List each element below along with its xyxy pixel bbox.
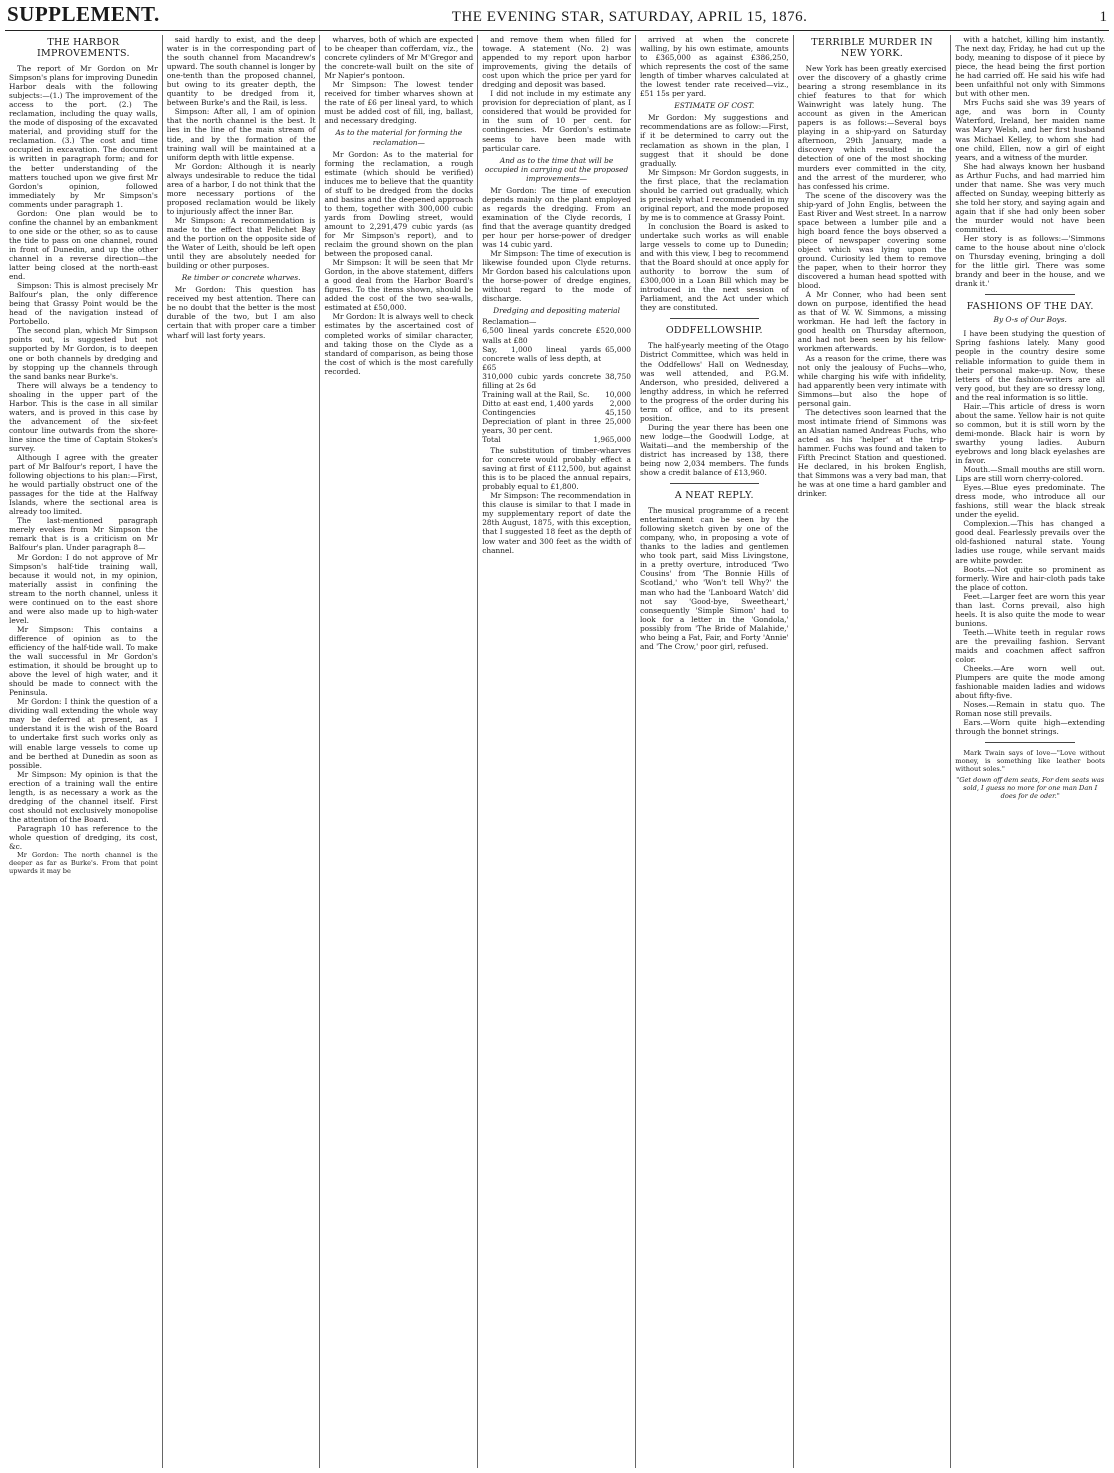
fashions-title: FASHIONS OF THE DAY. bbox=[966, 301, 1094, 313]
article-paragraph: The report of Mr Gordon on Mr Simpson's plans for improving Dunedin Harbor deals with the following subjects:—(1.) The improvement of the access to the port. (2.) The reclamation, including the quay walls, the mode of disposing of the excavated material, and providing stuff for the reclamation. (3.) The cost and time occupied in excavation. The document is written in paragraph form; and for the better understanding of the matters touched upon we give first Mr Gordon's opinion, followed immediately by Mr Simpson's comments under paragraph 1. bbox=[9, 64, 158, 209]
article-paragraph: Mr Simpson: My opinion is that the erection of a training wall the entire length, is as necessary a work as the dredging of the channel itself. First cost should not exclusively monopolise the attention of the Board. bbox=[9, 769, 158, 824]
article-paragraph: Feet.—Larger feet are worn this year than last. Corns prevail, also high heels. It is also quite the mode to wear bunions. bbox=[955, 591, 1105, 628]
article-paragraph: There will always be a tendency to shoaling in the upper part of the Harbor. This is the case in all similar waters, and is proved in this case by the advancement of the six-feet contour line outwards from the shore-line since the time of Captain Stokes's survey. bbox=[9, 380, 158, 453]
article-paragraph: Mr Gordon: My suggestions and recommendations are as follow:—First, if it be determined to carry out the reclamation as shown in the plan, I suggest that it should be done gradually. bbox=[639, 113, 789, 168]
cost-item-value: 25,000 bbox=[605, 416, 631, 426]
article-paragraph: Mr Simpson: The time of execution is likewise founded upon Clyde returns. Mr Gordon based his calculations upon the horse-power of dredge engines, without regard to the mode of discharge. bbox=[482, 249, 631, 304]
article-paragraph: The second plan, which Mr Simpson points out, is suggested but not supported by Mr Gordon, is to deepen one or both channels by dredging and by stopping up the channels through the sand banks near Burke's. bbox=[9, 326, 158, 381]
article-paragraph: A Mr Conner, who had been sent down on purpose, identified the head as that of W. W. Simmons, a missing workman. He had left the factory in good health on Thursday afternoon, and had not been seen by his fellow-workmen afterwards. bbox=[797, 290, 947, 354]
article-paragraph: The last-mentioned paragraph merely evokes from Mr Simpson the remark that is is a criticism on Mr Balfour's plan. Under paragraph 8— bbox=[9, 516, 158, 553]
cost-table-row bbox=[482, 372, 631, 390]
divider bbox=[670, 318, 759, 319]
article-paragraph: The scene of the discovery was the ship-yard of John Englis, between the East River and West street. In a narrow space between a lumber pile and a high board fence the boys observed a piece of newspaper covering some object which was lying upon the ground. Curiosity led them to remove the paper, when to their horror they discovered a human head spotted with blood. bbox=[797, 190, 947, 291]
section-subheading: ESTIMATE OF COST. bbox=[674, 101, 755, 111]
cost-item-value: 1,965,000 bbox=[593, 435, 631, 445]
article-paragraph: Paragraph 10 has reference to the whole question of dredging, its cost, &c. bbox=[9, 823, 158, 852]
cost-item-value: 2,000 bbox=[609, 398, 631, 408]
page-number: 1 bbox=[1099, 9, 1107, 25]
oddfellowship-title: ODDFELLOWSHIP. bbox=[665, 325, 763, 337]
section-subheading: And as to the time that will be occupied in carrying out the proposed improvements— bbox=[484, 155, 629, 183]
divider bbox=[670, 483, 759, 484]
murder-article-title: TERRIBLE MURDER IN NEW YORK. bbox=[811, 37, 933, 59]
anecdote: Mark Twain says of love—"Love without money, is something like leather boots without soles." bbox=[955, 749, 1105, 774]
column-7 bbox=[951, 35, 1109, 1468]
cost-table-row bbox=[482, 435, 631, 444]
newspaper-page bbox=[5, 2, 1109, 1468]
article-paragraph: Eyes.—Blue eyes predominate. The dress mode, who introduce all our fashions, still wear the black streak under the eyelid. bbox=[955, 483, 1105, 520]
article-paragraph: As a reason for the crime, there was not only the jealousy of Fuchs—who, while charging his wife with infidelity, had apparently been very intimate with Simmons—but also the hope of personal gain. bbox=[797, 353, 947, 408]
cost-table-row bbox=[482, 390, 631, 399]
article-paragraph: Mr Simpson: Mr Gordon suggests, in the first place, that the reclamation should be carried out gradually, which is precisely what I recommended in my original report, and the mode proposed by me is to commence at Grassy Point. bbox=[639, 167, 789, 222]
cost-table-row bbox=[482, 317, 631, 326]
article-paragraph: The musical programme of a recent entertainment can be seen by the following sketch given by one of the company, who, in proposing a vote of thanks to the ladies and gentlemen who took part, said Miss Livingstone, in a pretty overture, introduced 'Two Cousins' from 'The Bonnie Hills of Scotland,' who 'Won't tell Why?' the man who had the 'Lanboard Watch' did not say 'Good-bye, Sweetheart,' consequently 'Simple Simon' had to look for a letter in the 'Gondola,' possibly from 'The Bride of Malahide,' who being a Fat, Fair, and Forty 'Annie' and 'The Crow,' poor girl, refused. bbox=[639, 506, 789, 651]
article-paragraph: Cheeks.—Are worn well out. Plumpers are quite the mode among fashionable maiden ladies and widows about fifty-five. bbox=[955, 664, 1105, 701]
column-5 bbox=[636, 35, 794, 1468]
newspaper-dateline: THE EVENING STAR, SATURDAY, APRIL 15, 1876. bbox=[451, 9, 808, 25]
article-paragraph: Mr Gordon: This question has received my best attention. There can be no doubt that the better is the most durable of the two, but I am also certain that with proper care a timber wharf will last forty years. bbox=[166, 285, 316, 340]
cost-item-label: Training wall at the Rail, Sc. bbox=[482, 389, 590, 399]
column-2 bbox=[163, 35, 321, 1468]
article-paragraph: wharves, both of which are expected to be cheaper than cofferdam, viz., the concrete cylinders of Mr M'Gregor and the concrete-wall built on the site of Mr Napier's pontoon. bbox=[324, 35, 474, 81]
article-paragraph: The substitution of timber-wharves for concrete would probably effect a saving at first of £112,500, but against this is to be placed the annual repairs, probably equal to £1,800. bbox=[482, 446, 631, 492]
article-paragraph: Mr Simpson: The recommendation in this clause is similar to that I made in my supplementary report of date the 28th August, 1875, with this exception, that I suggested 18 feet as the depth of low water and 300 feet as the width of channel. bbox=[482, 491, 631, 555]
article-paragraph: Although I agree with the greater part of Mr Balfour's report, I have the following objections to his plan:—First, he would partially obstruct one of the passages for the tide at the Halfway Islands, where the sectional area is already too limited. bbox=[9, 453, 158, 517]
article-paragraph: Mr Gordon: Although it is nearly always undesirable to reduce the tidal area of a harbor, I do not think that the more necessary portions of the proposed reclamation would be likely to injuriously affect the inner Bar. bbox=[166, 161, 316, 216]
article-paragraph: Mr Gordon: I do not approve of Mr Simpson's half-tide training wall, because it would not, in my opinion, materially assist in confining the stream to the north channel, unless it were continued on to the east shore and were also made up to high-water level. bbox=[9, 552, 158, 625]
cost-table-row bbox=[482, 345, 631, 372]
cost-table-row bbox=[482, 417, 631, 435]
article-paragraph: Hair.—This article of dress is worn about the same. Yellow hair is not quite so common, but it is still worn by the demi-monde. Black hair is worn by swarthy young ladies. Auburn eyebrows and long black eyelashes are in favor. bbox=[955, 401, 1105, 466]
columns bbox=[5, 35, 1109, 1468]
harbor-article-title: THE HARBOR IMPROVEMENTS. bbox=[36, 37, 130, 59]
cost-item-value: 65,000 bbox=[605, 344, 631, 354]
section-subheading: As to the material for forming the reclamation— bbox=[335, 128, 463, 147]
masthead bbox=[5, 2, 1109, 31]
article-paragraph: In conclusion the Board is asked to undertake such works as will enable large vessels to come up to Dunedin; and with this view, I beg to recommend that the Board should at once apply for authority to borrow the sum of £300,000 in a Loan Bill which may be introduced in the next session of Parliament, and the Act under which they are constituted. bbox=[639, 221, 789, 313]
article-paragraph: said hardly to exist, and the deep water is in the corresponding part of the south channel from Macandrew's upward. The south channel is longer by one-tenth than the proposed channel, but owing to its greater depth, the quantity to be dredged from it, between Burke's and the Rail, is less. bbox=[166, 35, 316, 108]
article-paragraph: Mr Simpson: A recommendation is made to the effect that Pelichet Bay and the portion on the opposite side of the Water of Leith, should be left open until they are absolutely needed for building or other purposes. bbox=[166, 215, 316, 271]
verse: "Get down off dem seats, For dem seats was sold, I guess no more for one man Dan I does for de oder." bbox=[956, 776, 1105, 801]
cost-table-row bbox=[482, 399, 631, 408]
article-paragraph: She had always known her husband as Arthur Fuchs, and had married him under that name. She was very much affected on Sunday, weeping bitterly as she told her story, and saying again and again that if she had only been sober the murder would not have been committed. bbox=[955, 161, 1105, 234]
article-paragraph: Mr Simpson: The lowest tender received for timber wharves shown at the rate of £6 per lineal yard, to which must be added cost of fill, ing, ballast, and necessary dredging. bbox=[324, 80, 474, 126]
cost-item-label: Depreciation of plant in three years, 30 per cent. bbox=[482, 416, 602, 435]
column-6 bbox=[794, 35, 952, 1468]
article-paragraph: Simpson: This is almost precisely Mr Balfour's plan, the only difference being that Grassy Point would be the head of the navigation instead of Portobello. bbox=[9, 281, 158, 327]
cost-item-value: 10,000 bbox=[605, 389, 631, 399]
article-paragraph: I did not include in my estimate any provision for depreciation of plant, as I considered that would be provided for in the sum of 10 per cent. for contingencies. Mr Gordon's estimate seems to have been made with particular care. bbox=[482, 89, 631, 153]
divider bbox=[985, 742, 1075, 743]
article-paragraph: Boots.—Not quite so prominent as formerly. Wire and hair-cloth pads take the place of cotton. bbox=[955, 564, 1105, 592]
article-paragraph: Mouth.—Small mouths are still worn. Lips are still worn cherry-colored. bbox=[955, 465, 1105, 484]
article-note: Mr Gordon: The north channel is the deeper as far as Burke's. From that point upwards it may be bbox=[9, 851, 158, 876]
cost-item-label: Total bbox=[482, 435, 501, 445]
cost-item-label: 310,000 cubic yards concrete filling at 2s 6d bbox=[482, 371, 602, 390]
fashions-byline: By O-s of Our Boys. bbox=[993, 315, 1067, 325]
article-paragraph: with a hatchet, killing him instantly. The next day, Friday, he had cut up the body, meaning to dispose of it piece by piece, the head being the first portion he had carried off. He said his wife had been unfaithful not only with Simmons but with other men. bbox=[955, 35, 1105, 99]
article-paragraph: Noses.—Remain in statu quo. The Roman nose still prevails. bbox=[955, 700, 1105, 719]
article-paragraph: Mrs Fuchs said she was 39 years of age, and was born in County Waterford, Ireland, her maiden name was Mary Welsh, and her first husband was Michael Kelley, to whom she had one child, Ellen, now a girl of eight years, and a witness of the murder. bbox=[955, 98, 1105, 162]
article-paragraph: arrived at when the concrete walling, by his own estimate, amounts to £365,000 as against £386,250, which represents the cost of the same length of timber wharves calculated at the lowest tender rate received—viz., £51 15s per yard. bbox=[639, 35, 789, 99]
article-paragraph: Mr Gordon: It is always well to check estimates by the ascertained cost of completed works of similar character, and taking those on the Clyde as a standard of comparison, as being those the cost of which is the most carefully recorded. bbox=[324, 312, 474, 376]
article-paragraph: Mr Simpson: It will be seen that Mr Gordon, in the above statement, differs a good deal from the Harbor Board's figures. To the items shown, should be added the cost of the two sea-walls, estimated at £50,000. bbox=[324, 258, 474, 313]
article-paragraph: During the year there has been one new lodge—the Goodwill Lodge, at Waitati—and the membership of the district has increased by 138, there being now 2,034 members. The funds show a credit balance of £13,960. bbox=[639, 422, 789, 478]
article-paragraph: Mr Gordon: I think the question of a dividing wall extending the whole way may be deferred at present, as I understand it is the wish of the Board to undertake first such works only as will enable large vessels to come up and be berthed at Dunedin as soon as possible. bbox=[9, 697, 158, 770]
article-paragraph: Ears.—Worn quite high—extending through the bonnet strings. bbox=[955, 718, 1105, 737]
article-paragraph: Simpson: After all, I am of opinion that the north channel is the best. It lies in the line of the main stream of tide, and by the formation of the training wall will be maintained at a uniform depth with little expense. bbox=[166, 107, 316, 162]
article-paragraph: Mr Gordon: As to the material for forming the reclamation, a rough estimate (which should be verified) induces me to believe that the quantity of stuff to be dredged from the docks and basins and the deepened approach to them, together with 300,000 cubic yards from Dowling street, would amount to 2,291,479 cubic yards (as for Mr Simpson's report), and to reclaim the ground shown on the plan between the proposed canal. bbox=[324, 149, 474, 259]
cost-table bbox=[482, 317, 631, 444]
cost-item-label: Ditto at east end, 1,400 yards bbox=[482, 398, 594, 408]
article-paragraph: Mr Simpson: This contains a difference of opinion as to the efficiency of the half-tide wall. To make the wall successful in Mr Gordon's estimation, it should be brought up to above the level of high water, and it should be made to connect with the Peninsula. bbox=[9, 624, 158, 698]
cost-item-label: Contingencies bbox=[482, 407, 536, 417]
article-paragraph: The detectives soon learned that the most intimate friend of Simmons was an Alsatian named Andreas Fuchs, who acted as his 'helper' at the trip-hammer. Fuchs was found and taken to Fifth Precinct Station and questioned. He declared, in his broken English, that Simmons was a very bad man, that he was at one time a hard gambler and drinker. bbox=[797, 407, 947, 499]
article-paragraph: Gordon: One plan would be to confine the channel by an embankment to one side or the other, so as to cause the tide to pass on one channel, round in front of Dunedin, and up the other channel in a reverse direction—the latter being closed at the north-east end. bbox=[9, 208, 158, 282]
supplement-label: SUPPLEMENT. bbox=[7, 2, 160, 26]
neat-reply-title: A NEAT REPLY. bbox=[674, 490, 754, 502]
article-paragraph: and remove them when filled for towage. A statement (No. 2) was appended to my report upon harbor improvements, giving the details of cost upon which the price per yard for dredging and deposit was based. bbox=[482, 35, 631, 90]
article-paragraph: Her story is as follows:—'Simmons came to the house about nine o'clock on Thursday evening, bringing a doll for the little girl. There was some brandy and beer in the house, and we drank it.' bbox=[955, 234, 1105, 289]
divider bbox=[985, 294, 1075, 295]
cost-table-row bbox=[482, 408, 631, 417]
cost-item-value: £520,000 bbox=[595, 326, 631, 336]
cost-table-title: Dredging and depositing material bbox=[493, 306, 620, 316]
article-paragraph: I have been studying the question of Spring fashions lately. Many good people in the country desire some reliable information to guide them in their personal make-up. Now, these letters of the fashion-writers are all very good, but they are so dressy long, and the real information is so little. bbox=[955, 329, 1105, 402]
article-paragraph: New York has been greatly exercised over the discovery of a ghastly crime bearing a strong resemblance in its chief features to that for which Wainwright was lately hung. The account as given in the American papers is as follows:—Several boys playing in a ship-yard on Saturday afternoon, 29th January, made a discovery which resulted in the detection of one of the most shocking murders ever committed in the city, and the arrest of the murderer, who has confessed his crime. bbox=[797, 64, 947, 191]
article-paragraph: Teeth.—White teeth in regular rows are the prevailing fashion. Servant maids and coachmen affect saffron color. bbox=[955, 627, 1105, 665]
column-3 bbox=[320, 35, 478, 1468]
cost-item-label: Say, 1,000 lineal yards concrete walls of less depth, at £65 bbox=[482, 344, 602, 372]
article-paragraph: Mr Gordon: The time of execution depends mainly on the plant employed as regards the dredging. From an examination of the Clyde records, I find that the average quantity dredged per hour per horse-power of dredger was 14 cubic yard. bbox=[482, 185, 631, 250]
cost-item-value: 38,750 bbox=[605, 371, 631, 381]
article-paragraph: Complexion.—This has changed a good deal. Fearlessly prevails over the old-fashioned natural state. Young ladies use rouge, while servant maids are white powder. bbox=[955, 519, 1105, 565]
column-4 bbox=[478, 35, 636, 1468]
section-subheading: Re timber or concrete wharves. bbox=[181, 273, 301, 283]
cost-item-label: Reclamation— bbox=[482, 317, 537, 327]
cost-item-value: 45,150 bbox=[605, 407, 631, 417]
article-paragraph: The half-yearly meeting of the Otago District Committee, which was held in the Oddfellows' Hall on Wednesday, was well attended, and P.G.M. Anderson, who presided, delivered a lengthy address, in which he referred to the progress of the order during his term of office, and to its present position. bbox=[639, 341, 789, 423]
cost-table-row bbox=[482, 326, 631, 344]
column-1 bbox=[5, 35, 163, 1468]
cost-item-label: 6,500 lineal yards concrete walls at £80 bbox=[482, 326, 592, 345]
